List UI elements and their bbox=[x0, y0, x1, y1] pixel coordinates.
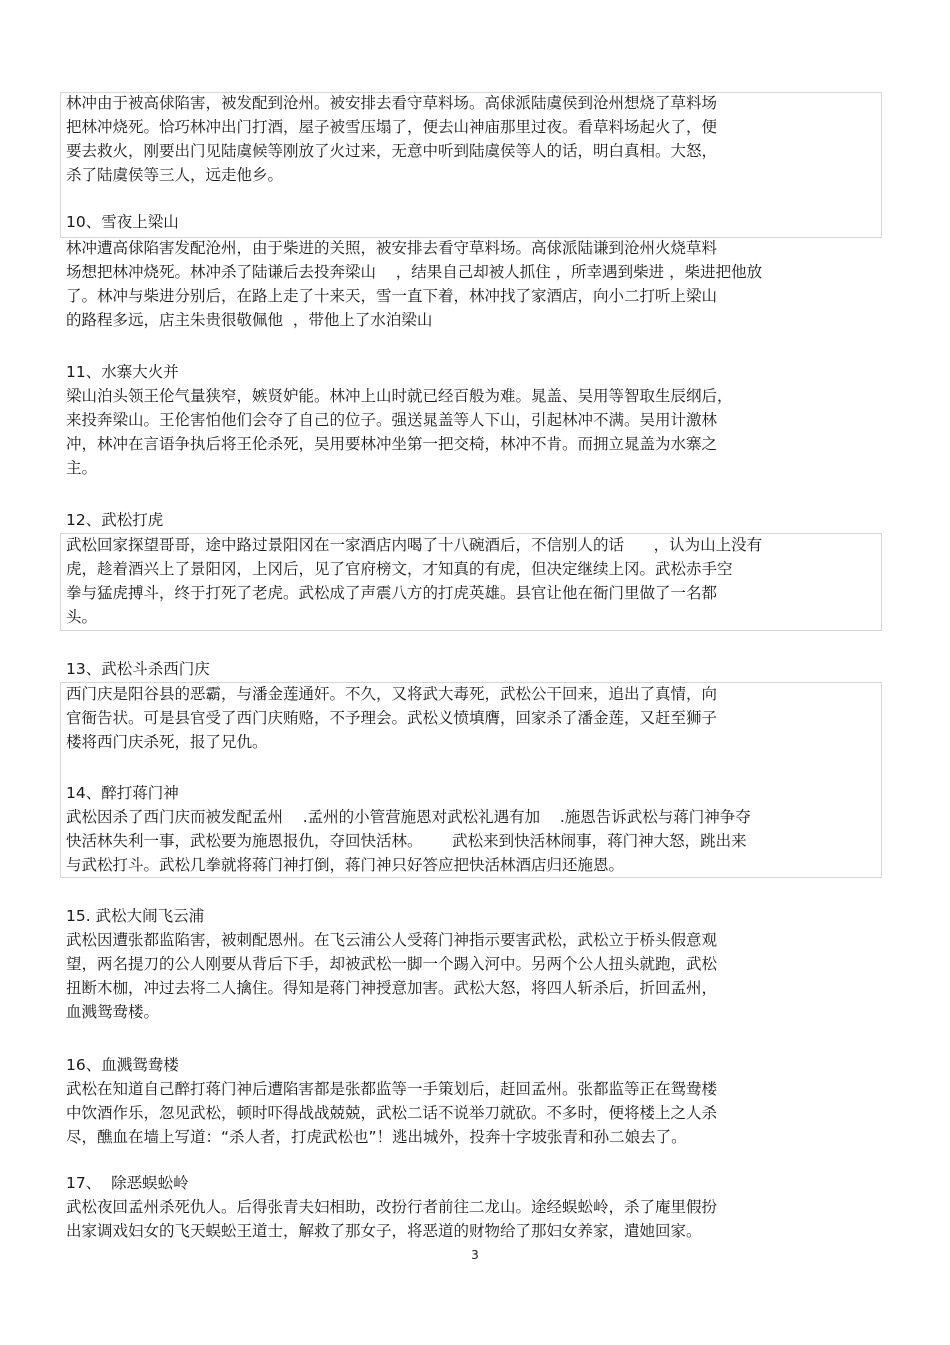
paragraph-line: 要去救火，刚要出门见陆虞候等刚放了火过来，无意中听到陆虞侯等人的话，明白真相。大怒， bbox=[66, 142, 718, 160]
section-heading: 13、武松斗杀西门庆 bbox=[66, 660, 210, 678]
paragraph-line: 来投奔梁山。王伦害怕他们会夺了自己的位子。强送晁盖等人下山，引起林冲不满。吴用计激林 bbox=[66, 411, 718, 429]
paragraph-line: 拳与猛虎搏斗，终于打死了老虎。武松成了声震八方的打虎英雄。县官让他在衙门里做了一名都 bbox=[66, 584, 718, 602]
page-number: 3 bbox=[471, 1248, 479, 1262]
paragraph-line: 头。 bbox=[66, 608, 98, 626]
paragraph-line: 场想把林冲烧死。林冲杀了陆谦后去投奔梁山 ，结果自己却被人抓住 ，所幸遇到柴进 ，柴进把他放 bbox=[66, 263, 763, 281]
section-heading: 11、水寨大火并 bbox=[66, 363, 179, 381]
paragraph-line: 望，两名提刀的公人刚要从背后下手，却被武松一脚一个踢入河中。另两个公人扭头就跑，武松 bbox=[66, 955, 718, 973]
paragraph-line: 武松夜回孟州杀死仇人。后得张青夫妇相助，改扮行者前往二龙山。途经蜈蚣岭，杀了庵里假扮 bbox=[66, 1198, 718, 1216]
section-heading: 15. 武松大闹飞云浦 bbox=[66, 907, 205, 925]
paragraph-line: 出家调戏妇女的飞天蜈蚣王道士，解救了那女子，将恶道的财物给了那妇女养家，遣她回家。 bbox=[66, 1222, 702, 1240]
paragraph-line: 杀了陆虞侯等三人，远走他乡。 bbox=[66, 166, 284, 184]
section-heading: 16、血溅鸳鸯楼 bbox=[66, 1056, 179, 1074]
paragraph-line: 中饮酒作乐，忽见武松，顿时吓得战战兢兢，武松二话不说举刀就砍。不多时，便将楼上之人杀 bbox=[66, 1104, 718, 1122]
paragraph-line: 官衙告状。可是县官受了西门庆贿赂，不予理会。武松义愤填膺，回家杀了潘金莲，又赶至狮子 bbox=[66, 709, 718, 727]
paragraph-line: 武松在知道自己醉打蒋门神后遭陷害都是张都监等一手策划后，赶回孟州。张都监等正在鸳鸯楼 bbox=[66, 1080, 718, 1098]
paragraph-line: 快活林失利一事，武松要为施恩报仇，夺回快活林。 武松来到快活林闹事，蒋门神大怒，跳出来 bbox=[66, 832, 747, 850]
paragraph-line: 虎，趁着酒兴上了景阳冈，上冈后，见了官府榜文，才知真的有虎，但决定继续上冈。武松赤手空 bbox=[66, 560, 733, 578]
paragraph-line: 冲，林冲在言语争执后将王伦杀死，吴用要林冲坐第一把交椅，林冲不肯。而拥立晁盖为水寨之 bbox=[66, 435, 718, 453]
paragraph-line: 西门庆是阳谷县的恶霸，与潘金莲通奸。不久，又将武大毒死，武松公干回来，追出了真情，向 bbox=[66, 685, 718, 703]
paragraph-line: 武松因遭张都监陷害，被刺配恩州。在飞云浦公人受蒋门神指示要害武松，武松立于桥头假意观 bbox=[66, 931, 718, 949]
paragraph-line: 林冲遭高俅陷害发配沧州，由于柴进的关照，被安排去看守草料场。高俅派陆谦到沧州火烧草料 bbox=[66, 239, 718, 257]
paragraph-line: 扭断木枷，冲过去将二人擒住。得知是蒋门神授意加害。武松大怒，将四人斩杀后，折回孟州， bbox=[66, 979, 718, 997]
paragraph-line: 与武松打斗。武松几拳就将蒋门神打倒，蒋门神只好答应把快活林酒店归还施恩。 bbox=[66, 856, 625, 874]
paragraph-line: 的路程多远，店主朱贵很敬佩他 ，带他上了水泊梁山 bbox=[66, 311, 433, 329]
section-heading: 14、醉打蒋门神 bbox=[66, 784, 179, 802]
section-heading: 10、雪夜上梁山 bbox=[66, 213, 179, 231]
paragraph-line: 武松回家探望哥哥，途中路过景阳冈在一家酒店内喝了十八碗酒后，不信别人的话 ，认为山上没有 bbox=[66, 536, 763, 554]
section-heading: 17、 除恶蜈蚣岭 bbox=[66, 1174, 189, 1192]
section-heading: 12、武松打虎 bbox=[66, 511, 164, 529]
paragraph-line: 梁山泊头领王伦气量狭窄，嫉贤妒能。林冲上山时就已经百般为难。晁盖、吴用等智取生辰纲后， bbox=[66, 387, 733, 405]
paragraph-line: 把林冲烧死。恰巧林冲出门打酒，屋子被雪压塌了，便去山神庙那里过夜。看草料场起火了，便 bbox=[66, 118, 718, 136]
paragraph-line: 楼将西门庆杀死，报了兄仇。 bbox=[66, 733, 268, 751]
paragraph-line: 武松因杀了西门庆而被发配孟州 .孟州的小管营施恩对武松礼遇有加 .施恩告诉武松与蒋门神争夺 bbox=[66, 808, 751, 826]
paragraph-line: 血溅鸳鸯楼。 bbox=[66, 1003, 160, 1021]
paragraph-line: 林冲由于被高俅陷害，被发配到沧州。被安排去看守草料场。高俅派陆虞侯到沧州想烧了草料场 bbox=[66, 94, 718, 112]
paragraph-line: 主。 bbox=[66, 459, 98, 477]
paragraph-line: 尽，醮血在墙上写道：“杀人者，打虎武松也”！逃出城外，投奔十字坡张青和孙二娘去了。 bbox=[66, 1128, 687, 1146]
paragraph-line: 了。林冲与柴进分别后，在路上走了十来天，雪一直下着，林冲找了家酒店，向小二打听上梁山 bbox=[66, 287, 718, 305]
